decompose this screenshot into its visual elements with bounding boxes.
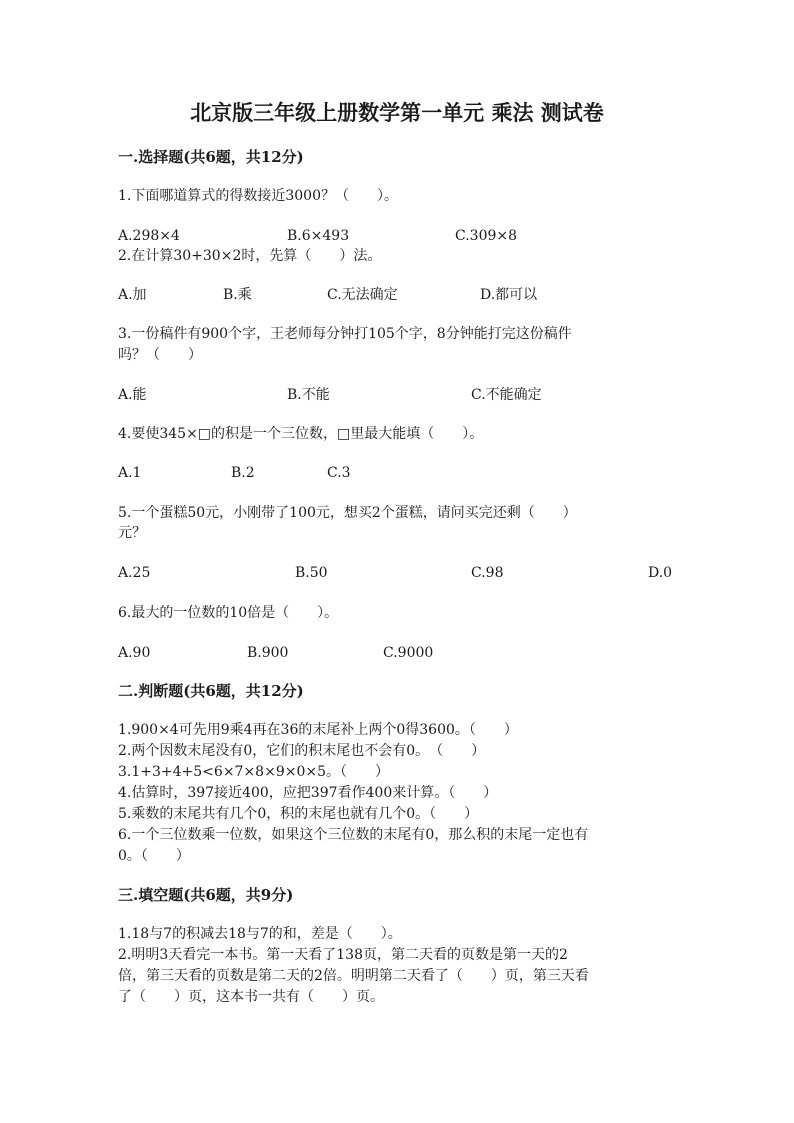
option: D.0 [648, 565, 673, 581]
statement-line: 6.一个三位数乘一位数，如果这个三位数的末尾有0，那么积的末尾一定也有 [118, 827, 589, 843]
question-line: 2.明明3天看完一本书。第一天看了138页，第二天看的页数是第一天的2 [118, 947, 568, 963]
option: A.298×4 [118, 228, 180, 244]
option: C.3 [327, 465, 351, 481]
section-heading-judgement: 二.判断题(共6题，共12分) [118, 682, 304, 700]
section-heading-choice: 一.选择题(共6题，共12分) [118, 148, 304, 166]
option: A.加 [118, 287, 147, 303]
statement-line: 4.估算时，397接近400，应把397看作400来计算。（ ） [118, 785, 498, 801]
option: D.都可以 [480, 287, 538, 303]
section-heading-fill-blank: 三.填空题(共6题，共9分) [118, 886, 294, 904]
option: C.不能确定 [471, 387, 542, 403]
option: B.不能 [287, 387, 330, 403]
option: A.1 [118, 465, 142, 481]
option: B.2 [231, 465, 255, 481]
question-stem: 3.一份稿件有900个字，王老师每分钟打105个字，8分钟能打完这份稿件 [118, 326, 572, 342]
question-stem: 吗？（ ） [118, 347, 202, 363]
page-title: 北京版三年级上册数学第一单元 乘法 测试卷 [190, 100, 604, 125]
option: A.90 [118, 645, 151, 661]
question-line: 倍，第三天看的页数是第二天的2倍。明明第二天看了（ ）页，第三天看 [118, 968, 589, 984]
statement-line: 0。（ ） [118, 848, 190, 864]
option: B.900 [247, 645, 289, 661]
question-stem: 2.在计算30+30×2时，先算（ ）法。 [118, 248, 382, 264]
option: B.6×493 [287, 228, 350, 244]
question-line: 1.18与7的积减去18与7的和，差是（ ）。 [118, 926, 402, 942]
option: C.无法确定 [327, 287, 398, 303]
statement-line: 3.1+3+4+5<6×7×8×9×0×5。（ ） [118, 764, 390, 780]
option: A.能 [118, 387, 147, 403]
option: B.50 [295, 565, 328, 581]
option: A.25 [118, 565, 151, 581]
question-stem: 6.最大的一位数的10倍是（ ）。 [118, 605, 339, 621]
question-stem: 5.一个蛋糕50元，小刚带了100元，想买2个蛋糕，请问买完还剩（ ） [118, 505, 577, 521]
statement-line: 5.乘数的末尾共有几个0，积的末尾也就有几个0。（ ） [118, 806, 479, 822]
question-stem: 1.下面哪道算式的得数接近3000？（ ）。 [118, 188, 398, 204]
question-stem: 元？ [118, 525, 146, 541]
question-line: 了（ ）页，这本书一共有（ ）页。 [118, 989, 384, 1005]
question-stem: 4.要使345×□的积是一个三位数，□里最大能填（ ）。 [118, 426, 484, 442]
option: C.9000 [383, 645, 434, 661]
option: B.乘 [223, 287, 252, 303]
option: C.309×8 [455, 228, 518, 244]
statement-line: 1.900×4可先用9乘4再在36的末尾补上两个0得3600。（ ） [118, 722, 518, 738]
statement-line: 2.两个因数末尾没有0，它们的积末尾也不会有0。 （ ） [118, 743, 486, 759]
option: C.98 [471, 565, 504, 581]
